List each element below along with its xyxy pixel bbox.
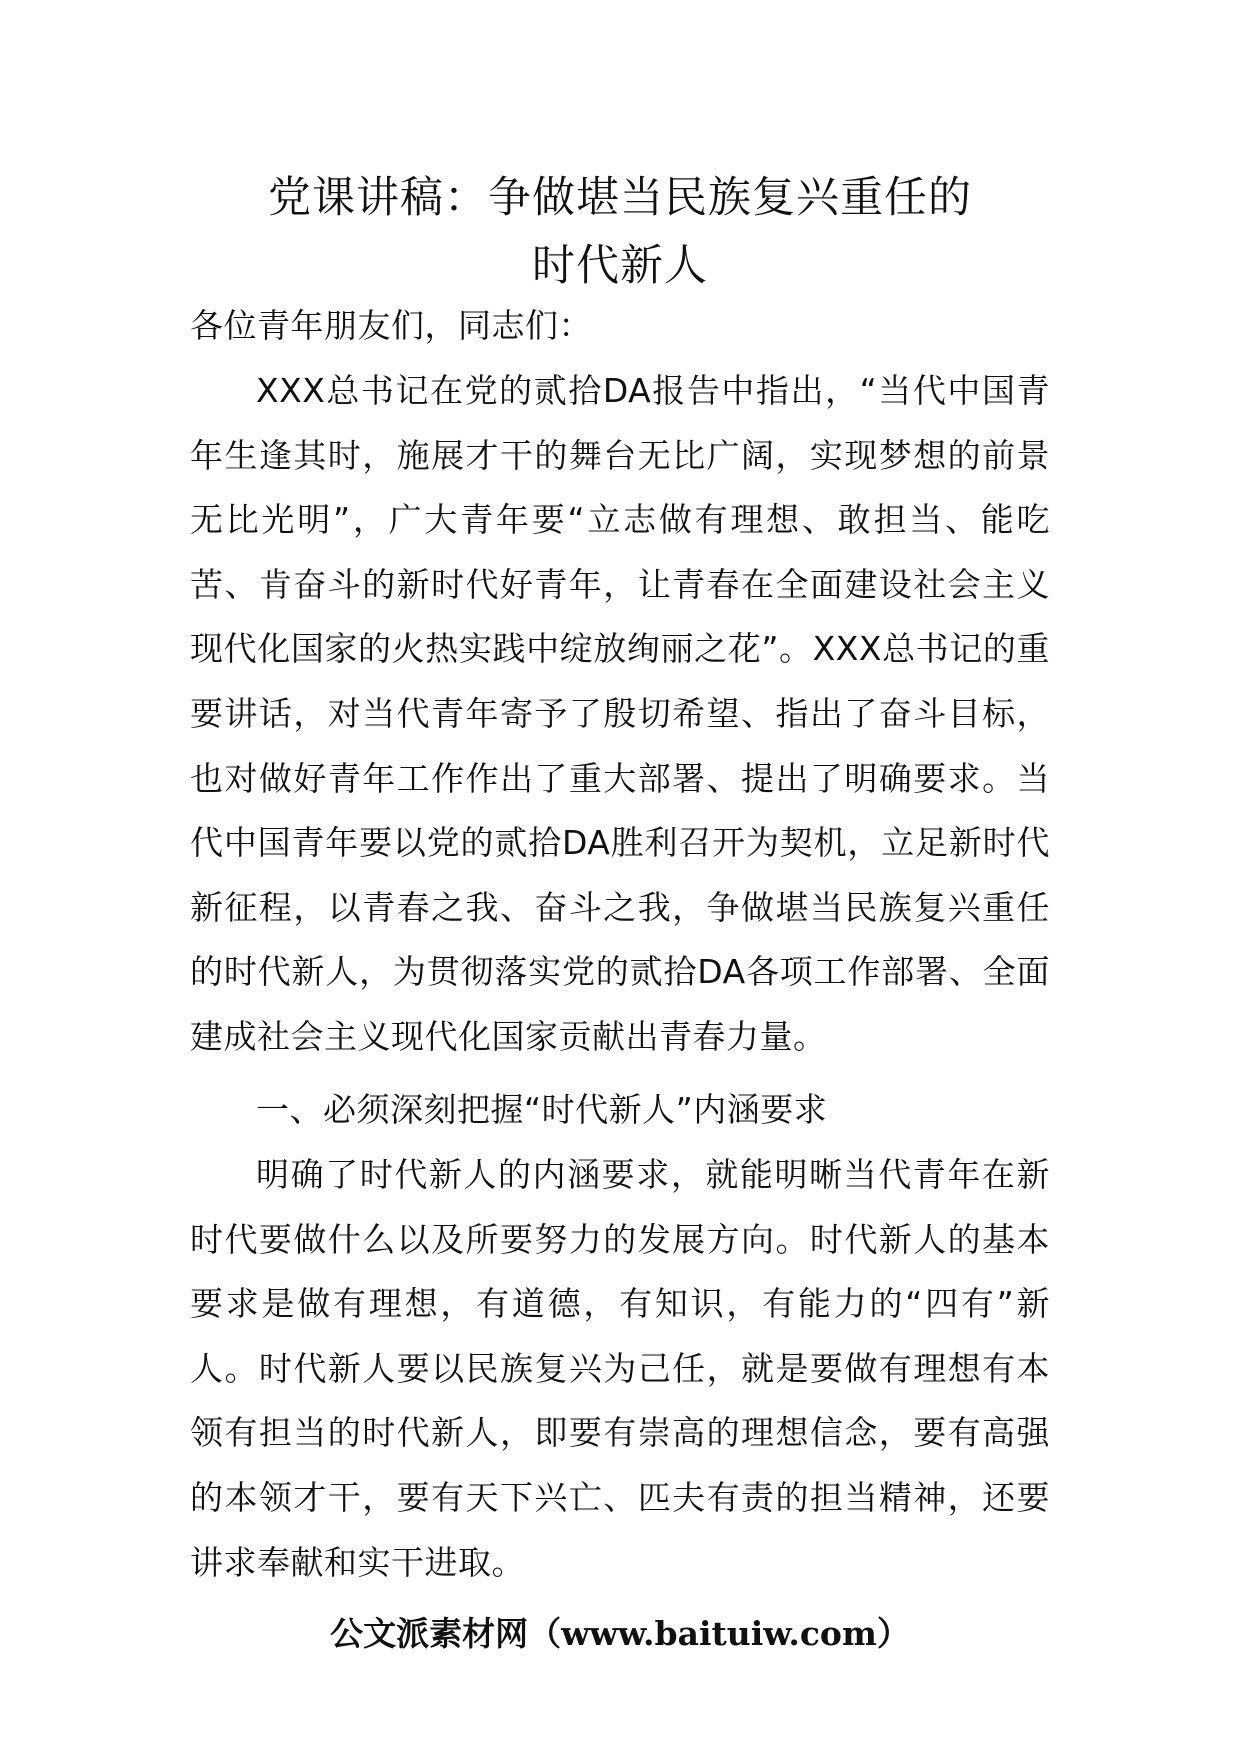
footer-watermark: 公文派素材网（www.baituiw.com） <box>330 1614 910 1653</box>
document-title-line-1: 党课讲稿：争做堪当民族复兴重任的 <box>268 173 972 223</box>
salutation: 各位青年朋友们，同志们： <box>190 306 592 345</box>
document-title-line-2: 时代新人 <box>532 241 708 291</box>
section-heading-1: 一、必须深刻把握“时代新人”内涵要求 <box>256 1090 828 1129</box>
paragraph-2: 明确了时代新人的内涵要求，就能明晰当代青年在新时代要做什么以及所要努力的发展方向。时代新人的基本要求是做有理想，有道德，有知识，有能力的“四有”新人。时代新人要以民族复兴为己任，就是要做有理想有本领有担当的时代新人，即要有崇高的理想信念，要有高强的本领才干，要有天下兴亡、匹夫有责的担当精神，还要讲求奉献和实干进取。 <box>190 1155 1050 1582</box>
paragraph-1: XXX总书记在党的贰拾DA报告中指出，“当代中国青年生逢其时，施展才干的舞台无比广阔，实现梦想的前景无比光明”，广大青年要“立志做有理想、敢担当、能吃苦、肯奋斗的新时代好青年，让青春在全面建设社会主义现代化国家的火热实践中绽放绚丽之花”。XXX总书记的重要讲话，对当代青年寄予了殷切希望、指出了奋斗目标，也对做好青年工作作出了重大部署、提出了明确要求。当代中国青年要以党的贰拾DA胜利召开为契机，立足新时代新征程，以青春之我、奋斗之我，争做堪当民族复兴重任的时代新人，为贯彻落实党的贰拾DA各项工作部署、全面建成社会主义现代化国家贡献出青春力量。 <box>190 371 1050 1056</box>
